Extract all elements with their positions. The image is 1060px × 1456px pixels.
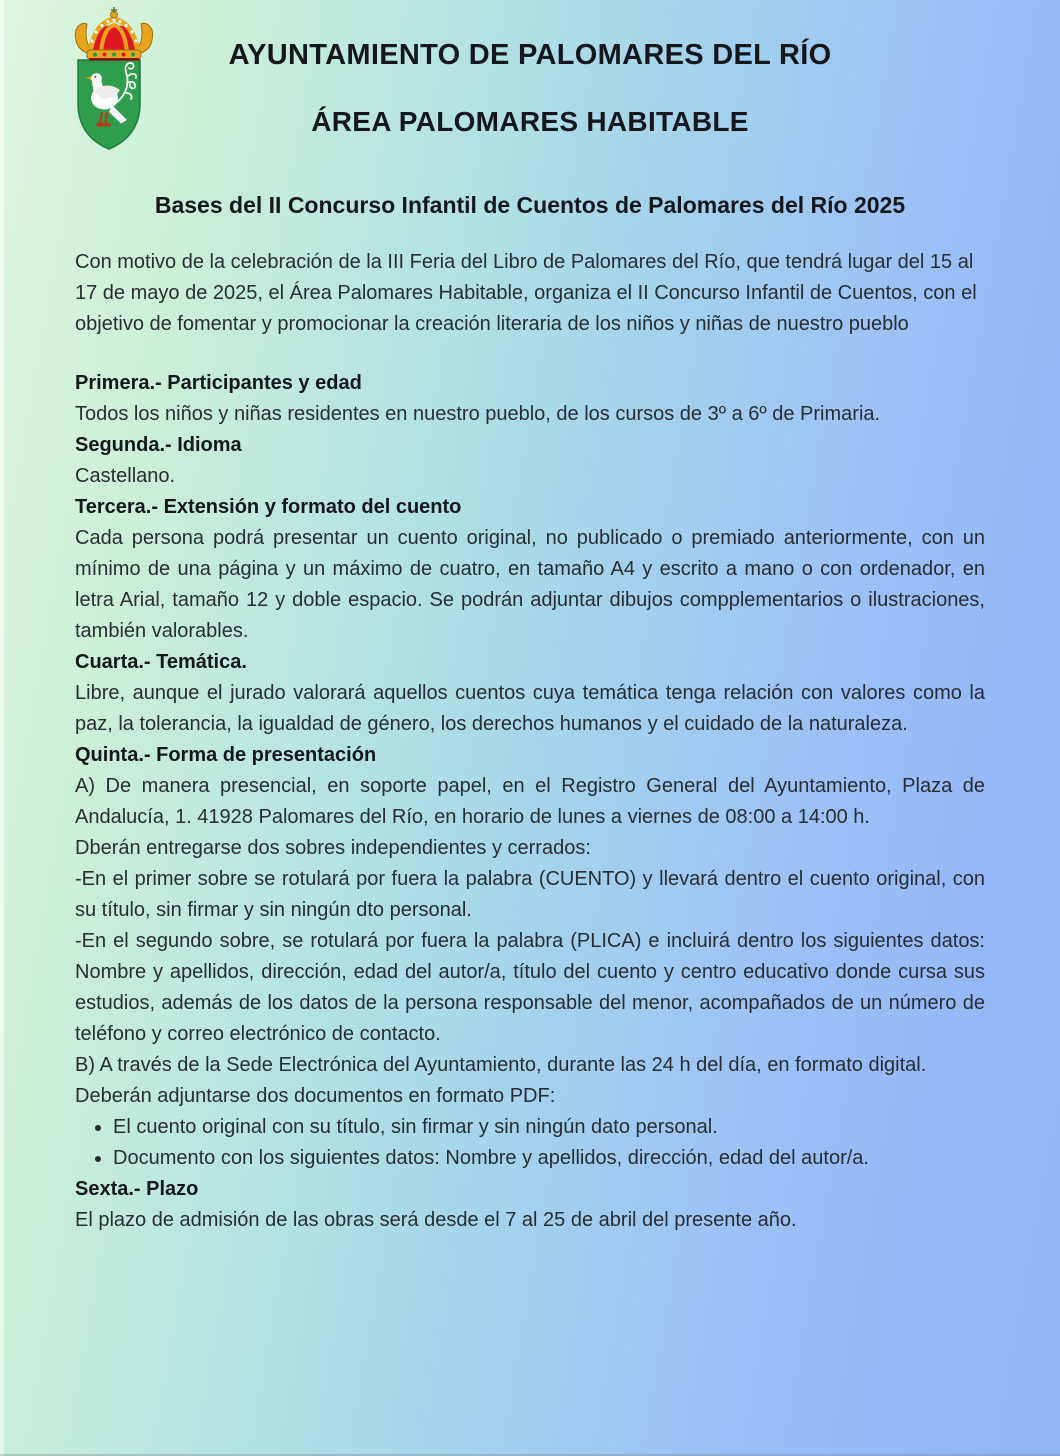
section-paragraph: Cada persona podrá presentar un cuento original, no publicado o premiado anteriormente, con un mínimo de una página y un máximo de cuatro, en tamaño A4 y escrito a mano o con ordenador, en letra Arial, tamaño 12 y doble espacio. Se podrán adjuntar dibujos compplementarios o ilustraciones, también valorables. xyxy=(75,527,985,642)
intro-paragraph: Con motivo de la celebración de la III Feria del Libro de Palomares del Río, que tendrá lugar del 15 al 17 de mayo de 2025, el Área Palomares Habitable, organiza el II Concurso Infantil de Cuentos, con el objetivo de fomentar y promocionar la creación literaria de los niños y niñas de nuestro pueblo xyxy=(75,251,977,335)
page-left-edge xyxy=(0,0,4,1456)
org-title-line2: ÁREA PALOMARES HABITABLE xyxy=(311,106,749,137)
section-paragraph: Dberán entregarse dos sobres independientes y cerrados: xyxy=(75,837,591,859)
section-segunda xyxy=(75,430,985,492)
section-paragraph: Deberán adjuntarse dos documentos en formato PDF: xyxy=(75,1085,556,1107)
crest-svg xyxy=(70,6,158,152)
crown-icon xyxy=(75,7,152,61)
document-title: Bases del II Concurso Infantil de Cuentos de Palomares del Río 2025 xyxy=(154,192,906,218)
section-paragraph: B) A través de la Sede Electrónica del Ayuntamiento, durante las 24 h del día, en formato digital. xyxy=(75,1054,927,1076)
section-paragraph: -En el primer sobre se rotulará por fuera la palabra (CUENTO) y llevará dentro el cuento original, con su título, sin firmar y sin ningún dto personal. xyxy=(75,868,985,921)
bullet-item: • El cuento original con su título, sin firmar y sin ningún dato personal. xyxy=(113,1112,985,1143)
section-heading: Cuarta.- Temática. xyxy=(75,651,247,673)
section-cuarta xyxy=(75,647,985,740)
municipal-crest-icon xyxy=(70,6,158,152)
section-heading: Tercera.- Extensión y formato del cuento xyxy=(75,496,462,518)
section-tercera xyxy=(75,492,985,647)
section-heading: Quinta.- Forma de presentación xyxy=(75,744,377,766)
section-heading: Sexta.- Plazo xyxy=(75,1178,199,1200)
section-paragraph: Todos los niños y niñas residentes en nuestro pueblo, de los cursos de 3º a 6º de Primaria. xyxy=(75,403,881,425)
document-header xyxy=(0,0,1060,138)
section-quinta xyxy=(75,740,985,1174)
section-paragraph: A) De manera presencial, en soporte papel, en el Registro General del Ayuntamiento, Plaza de Andalucía, 1. 41928 Palomares del Río, en horario de lunes a viernes de 08:00 a 14:00 h. xyxy=(75,775,985,828)
section-primera xyxy=(75,368,985,430)
section-paragraph: -En el segundo sobre, se rotulará por fuera la palabra (PLICA) e incluirá dentro los siguientes datos: Nombre y apellidos, dirección, edad del autor/a, título del cuento y centro educativo donde cursa sus estudios, además de los datos de la persona responsable del menor, acompañados de un número de teléfono y correo electrónico de contacto. xyxy=(75,930,985,1045)
section-sexta xyxy=(75,1174,985,1236)
section-paragraph: Libre, aunque el jurado valorará aquellos cuentos cuya temática tenga relación con valores como la paz, la tolerancia, la igualdad de género, los derechos humanos y el cuidado de la naturaleza. xyxy=(75,682,985,735)
section-heading: Segunda.- Idioma xyxy=(75,434,242,456)
document-body xyxy=(75,247,985,1236)
pdf-documents-list xyxy=(75,1112,985,1174)
section-paragraph: El plazo de admisión de las obras será desde el 7 al 25 de abril del presente año. xyxy=(75,1209,797,1231)
bullet-item: • Documento con los siguientes datos: Nombre y apellidos, dirección, edad del autor/a. xyxy=(113,1143,985,1174)
section-paragraph: Castellano. xyxy=(75,465,176,487)
org-title-line1: AYUNTAMIENTO DE PALOMARES DEL RÍO xyxy=(228,39,832,71)
section-heading: Primera.- Participantes y edad xyxy=(75,372,362,394)
